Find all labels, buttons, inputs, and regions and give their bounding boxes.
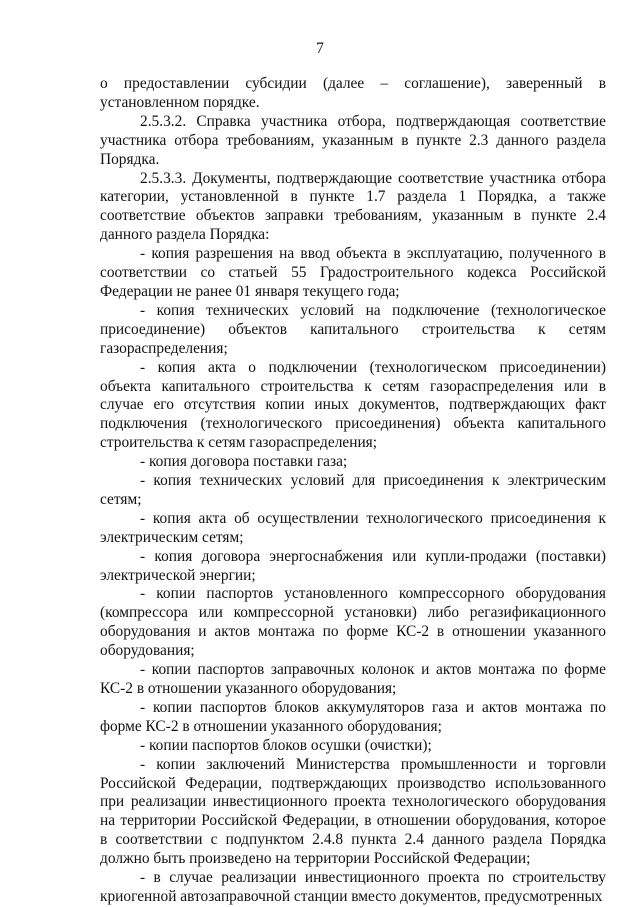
list-item: - копия договора энергоснабжения или купли-продажи (поставки) электрической энергии;	[100, 547, 606, 584]
list-item: - копия акта о подключении (технологическом присоединении) объекта капитального строительства к сетям газораспределения или в случае его отсутствия копии иных документов, подтверждающих факт подключения (технологического присоединения) объекта капитального строительства к сетям газораспределения;	[100, 358, 606, 452]
list-item: - копия акта об осуществлении технологического присоединения к электрическим сетям;	[100, 509, 606, 546]
paragraph-2-5-3-3: 2.5.3.3. Документы, подтверждающие соответствие участника отбора категории, установленной в пункте 1.7 раздела 1 Порядка, а также соответствие объектов заправки требованиям, указанным в пункте 2.4 данного раздела Порядка:	[100, 169, 606, 244]
list-item: - копия разрешения на ввод объекта в эксплуатацию, полученного в соответствии со статьей 55 Градостроительного кодекса Российской Федерации не ранее 01 января текущего года;	[100, 245, 606, 300]
list-item: - копии паспортов блоков аккумуляторов газа и актов монтажа по форме КС-2 в отношении указанного оборудования;	[100, 698, 606, 735]
paragraph-continuation: о предоставлении субсидии (далее – соглашение), заверенный в установленном порядке.	[100, 75, 606, 111]
paragraph-2-5-3-2: 2.5.3.2. Справка участника отбора, подтверждающая соответствие участника отбора требованиям, указанным в пункте 2.3 данного раздела Порядка.	[100, 112, 606, 168]
list-item: - копия технических условий на подключение (технологическое присоединение) объектов капитального строительства к сетям газораспределения;	[100, 301, 606, 357]
list-item: - копии заключений Министерства промышленности и торговли Российской Федерации, подтверждающих производство использованного при реализации инвестиционного проекта технологического оборудования на территории Российской Федерации, в отношении оборудования, которое в соответствии с подпунктом 2.4.8 пункта 2.4 данного раздела Порядка должно быть произведено на территории Российской Федерации;	[100, 755, 606, 868]
list-item: - копии паспортов заправочных колонок и актов монтажа по форме КС-2 в отношении указанного оборудования;	[100, 661, 606, 697]
list-item: - в случае реализации инвестиционного проекта по строительству криогенной автозаправочной станции вместо документов, предусмотренных	[100, 869, 606, 905]
document-body	[100, 75, 606, 907]
list-item: - копии паспортов установленного компрессорного оборудования (компрессора или компрессорной установки) либо регазификационного оборудования и актов монтажа по форме КС-2 в отношении указанного оборудования;	[100, 585, 606, 660]
list-item: - копия договора поставки газа;	[140, 453, 348, 471]
list-item: - копия технических условий для присоединения к электрическим сетям;	[100, 472, 606, 508]
page-number: 7	[316, 40, 324, 57]
list-item: - копии паспортов блоков осушки (очистки);	[140, 736, 432, 754]
